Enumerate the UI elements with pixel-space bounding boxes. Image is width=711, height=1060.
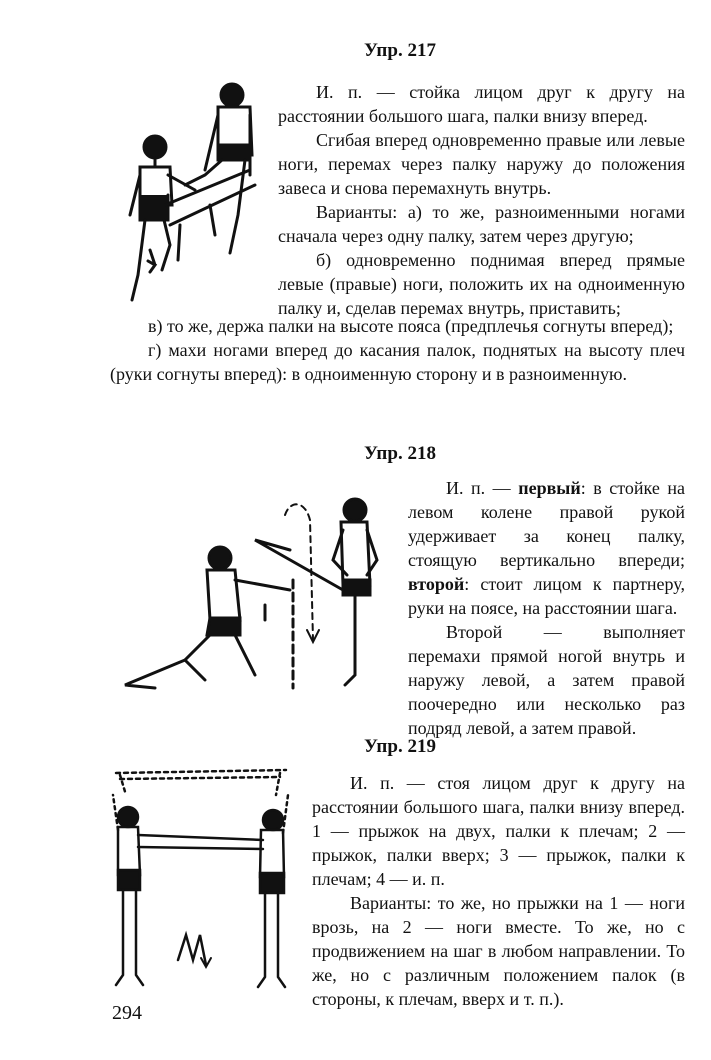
exercise-219-title: Упр. 219 — [364, 736, 436, 757]
exercise-218-prefix: И. п. — — [446, 478, 519, 498]
exercise-219-illustration — [108, 765, 308, 995]
exercise-217-illustration — [110, 75, 275, 305]
exercise-217-paragraph: б) одновременно поднимая вперед прямые левые (правые) ноги, положить их на одноименную палку и, сделав перемах внутрь, приставить; — [278, 250, 685, 318]
exercise-217-title: Упр. 217 — [364, 40, 436, 61]
exercise-217-paragraph: в) то же, держа палки на высоте пояса (предплечья согнуты вперед); — [148, 316, 674, 336]
exercise-219-text — [312, 771, 685, 1011]
second-partner-text: : стоит лицом к партнеру, руки на поясе, на расстоянии шага. — [408, 574, 685, 618]
exercise-218-illustration — [115, 490, 395, 700]
exercise-217-paragraph: Сгибая вперед одновременно правые или левые ноги, перемах через палку наружу до положения завеса и снова перемахнуть внутрь. — [278, 130, 685, 198]
exercise-217-intro — [278, 80, 685, 320]
exercise-217-variants — [110, 314, 685, 386]
exercise-218-paragraph: Второй — выполняет перемахи прямой ногой внутрь и наружу левой, а затем правой поочередно или несколько раз подряд левой, а затем правой. — [408, 622, 685, 738]
exercise-217-paragraph: Варианты: а) то же, разноименными ногами сначала через одну палку, затем через другую; — [278, 202, 685, 246]
exercise-218-title: Упр. 218 — [364, 443, 436, 464]
exercise-217-paragraph: И. п. — стойка лицом друг к другу на расстоянии большого шага, палки внизу вперед. — [278, 82, 685, 126]
exercise-218-paragraph — [408, 476, 685, 620]
exercise-217-paragraph: г) махи ногами вперед до касания палок, поднятых на высоту плеч (руки согнуты вперед): в одноименную сторону и в разноименную. — [110, 340, 685, 384]
second-partner-label: второй — [408, 574, 465, 594]
exercise-219-paragraph: И. п. — стоя лицом друг к другу на расстоянии большого шага, палки внизу вперед. 1 — прыжок на двух, палки к плечам; 2 — прыжок, палки вверх; 3 — прыжок, палки к плечам; 4 — и. п. — [312, 773, 685, 889]
exercise-219-paragraph: Варианты: то же, но прыжки на 1 — ноги врозь, на 2 — ноги вместе. То же, но с продвижением на шаг в любом направлении. То же, но с различным положением палок (в стороны, к плечам, вверх и т. п.). — [312, 893, 685, 1009]
exercise-218-text — [408, 476, 685, 740]
first-partner-label: первый — [518, 478, 581, 498]
first-partner-text: : в стойке на левом колене правой рукой удерживает за конец палку, стоящую вертикально впереди; — [408, 478, 685, 570]
page-number: 294 — [112, 1002, 142, 1024]
